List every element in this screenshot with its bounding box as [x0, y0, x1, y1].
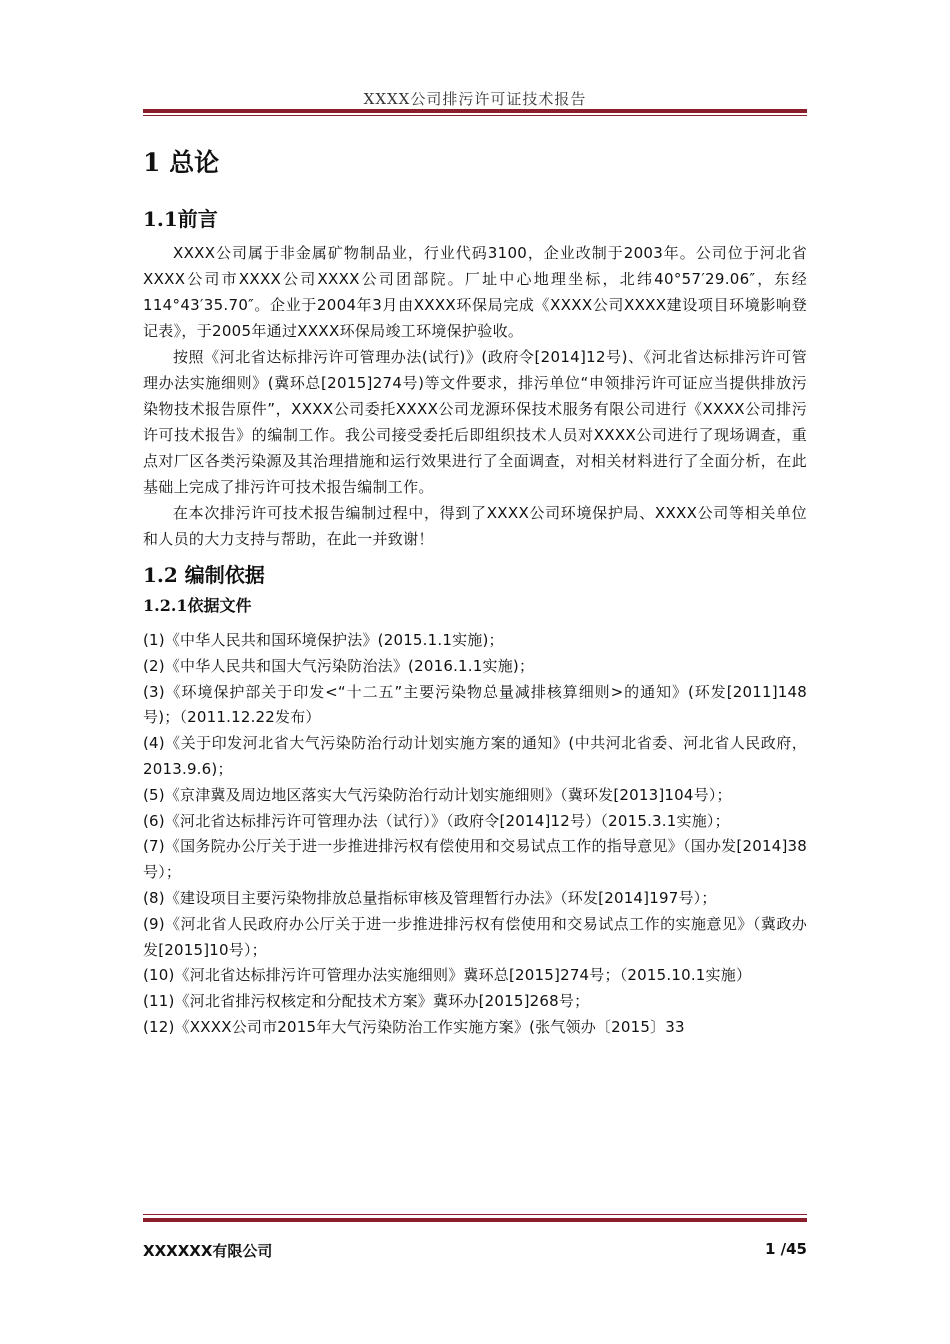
page-header-title: XXXX公司排污许可证技术报告	[363, 90, 587, 108]
intro-paragraph-2: 按照《河北省达标排污许可管理办法(试行)》(政府令[2014]12号)、《河北省达标排污许可管理办法实施细则》(冀环总[2015]274号)等文件要求，排污单位“申领排污许可证应当提供排放污染物技术报告原件”，XXXX公司委托XXXX公司龙源环保技术服务有限公司进行《XXXX公司排污许可技术报告》的编制工作。我公司接受委托后即组织技术人员对XXXX公司进行了现场调查，重点对厂区各类污染源及其治理措施和运行效果进行了全面调查，对相关材料进行了全面分析，在此基础上完成了排污许可技术报告编制工作。	[143, 348, 807, 496]
intro-paragraph-3: 在本次排污许可技术报告编制过程中，得到了XXXX公司环境保护局、XXXX公司等相关单位和人员的大力支持与帮助，在此一并致谢！	[143, 504, 807, 548]
footer-company-name: XXXXXX有限公司	[143, 1242, 273, 1260]
reference-item: (4)《关于印发河北省大气污染防治行动计划实施方案的通知》(中共河北省委、河北省人民政府，2013.9.6)；	[143, 734, 807, 778]
header-rule-thin	[143, 115, 807, 116]
section-1-2-title: 1.2 编制依据	[143, 563, 265, 587]
reference-item: (7)《国务院办公厅关于进一步推进排污权有偿使用和交易试点工作的指导意见》（国办发[2014]38号）；	[143, 837, 807, 882]
reference-item: (9)《河北省人民政府办公厅关于进一步推进排污权有偿使用和交易试点工作的实施意见》（冀政办发[2015]10号）；	[143, 914, 807, 959]
reference-item: (1)《中华人民共和国环境保护法》(2015.1.1实施)；	[143, 631, 504, 649]
intro-paragraph-1: XXXX公司属于非金属矿物制品业，行业代码3100，企业改制于2003年。公司位于河北省XXXX公司市XXXX公司XXXX公司团部院。厂址中心地理坐标，北纬40°57′29.06″，东经114°43′35.70″。企业于2004年3月由XXXX环保局完成《XXXX公司XXXX建设项目环境影响登记表》，于2005年通过XXXX环保局竣工环境保护验收。	[143, 244, 807, 340]
reference-item: (10)《河北省达标排污许可管理办法实施细则》冀环总[2015]274号；（2015.10.1实施）	[143, 966, 752, 985]
document-body	[143, 140, 807, 1041]
reference-item: (12)《XXXX公司市2015年大气污染防治工作实施方案》(张气领办〔2015〕33	[143, 1017, 685, 1036]
footer-page-number: 1 /45	[764, 1240, 807, 1258]
reference-item: (2)《中华人民共和国大气污染防治法》(2016.1.1实施)；	[143, 656, 535, 675]
reference-list	[143, 628, 807, 1041]
section-1-1-title: 1.1前言	[143, 207, 218, 231]
reference-item: (6)《河北省达标排污许可管理办法（试行）》（政府令[2014]12号）（2015.3.1实施）；	[143, 811, 730, 830]
header-rule-thick	[143, 109, 807, 113]
reference-item: (5)《京津冀及周边地区落实大气污染防治行动计划实施细则》（冀环发[2013]104号）；	[143, 785, 732, 804]
section-1-2-1-title: 1.2.1依据文件	[143, 596, 252, 615]
reference-item: (3)《环境保护部关于印发<“十二五”主要污染物总量减排核算细则>的通知》(环发[2011]148号)；（2011.12.22发布）	[143, 682, 807, 727]
footer-rule-thick	[143, 1218, 807, 1222]
reference-item: (8)《建设项目主要污染物排放总量指标审核及管理暂行办法》（环发[2014]197号）；	[143, 888, 717, 907]
footer-rule-thin	[143, 1214, 807, 1215]
chapter-title: 1 总论	[143, 148, 220, 177]
reference-item: (11)《河北省排污权核定和分配技术方案》冀环办[2015]268号；	[143, 992, 590, 1011]
